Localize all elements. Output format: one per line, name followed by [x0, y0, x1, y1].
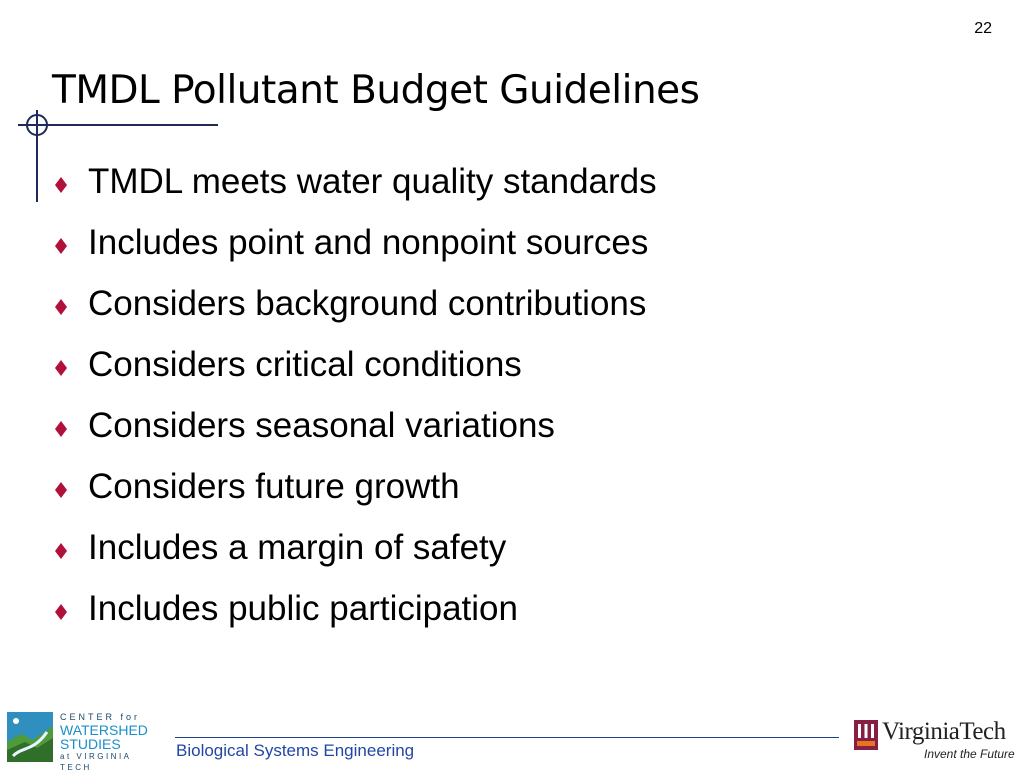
- diamond-bullet-icon: [55, 482, 67, 498]
- cws-logo-text: [60, 712, 167, 773]
- bullet-item: [55, 578, 657, 639]
- cws-line-studies: STUDIES: [60, 736, 121, 752]
- diamond-bullet-icon: [55, 360, 67, 376]
- bullet-text: Considers critical conditions: [88, 344, 522, 384]
- bullet-text: Considers background contributions: [88, 283, 647, 323]
- bullet-item: [55, 212, 657, 273]
- vt-wordmark: VirginiaTech: [882, 718, 1006, 745]
- bullet-text: Includes a margin of safety: [88, 527, 507, 567]
- cws-line-watershed: WATERSHED: [60, 722, 148, 738]
- bullet-text: TMDL meets water quality standards: [88, 161, 657, 201]
- bullet-item: [55, 334, 657, 395]
- bullet-text: Includes public participation: [88, 588, 518, 628]
- virginia-tech-shield-icon: [854, 720, 878, 750]
- slide-title: TMDL Pollutant Budget Guidelines: [52, 68, 700, 113]
- diamond-bullet-icon: [55, 299, 67, 315]
- diamond-bullet-icon: [55, 543, 67, 559]
- cws-line-center: CENTER for: [60, 712, 141, 722]
- bullet-item: [55, 517, 657, 578]
- virginia-tech-logo: [852, 718, 1022, 764]
- bullet-text: Considers seasonal variations: [88, 405, 555, 445]
- diamond-bullet-icon: [55, 421, 67, 437]
- bullet-text: Includes point and nonpoint sources: [88, 222, 649, 262]
- bullet-item: [55, 456, 657, 517]
- footer-department: Biological Systems Engineering: [176, 741, 415, 760]
- cws-logo: [7, 712, 167, 772]
- watershed-logo-icon: [7, 712, 53, 762]
- diamond-bullet-icon: [55, 604, 67, 620]
- cws-line-vt: at VIRGINIA TECH: [60, 752, 132, 772]
- footer-divider: [175, 737, 839, 738]
- bullet-list: [55, 151, 657, 639]
- diamond-bullet-icon: [55, 238, 67, 254]
- slide-number: 22: [974, 20, 992, 37]
- bullet-item: [55, 151, 657, 212]
- bullet-item: [55, 395, 657, 456]
- bullet-item: [55, 273, 657, 334]
- vt-tagline: Invent the Future: [924, 747, 1015, 761]
- diamond-bullet-icon: [55, 177, 67, 193]
- bullet-text: Considers future growth: [88, 466, 460, 506]
